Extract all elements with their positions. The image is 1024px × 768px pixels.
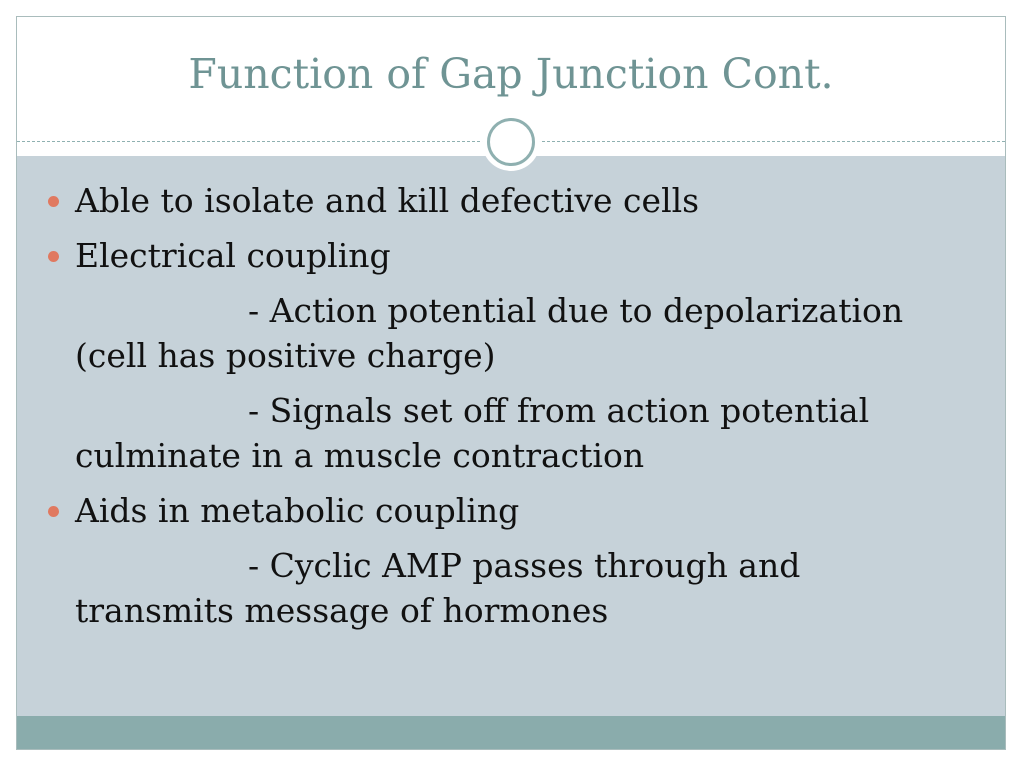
bullet-dot-icon bbox=[48, 196, 59, 207]
sub-paragraph bbox=[44, 288, 964, 378]
sub-paragraph bbox=[44, 388, 964, 478]
bullet-item bbox=[44, 233, 964, 278]
slide-title: Function of Gap Junction Cont. bbox=[188, 50, 834, 98]
sub-paragraph-line: - Signals set off from action potential bbox=[248, 391, 870, 430]
bullet-dot-icon bbox=[48, 251, 59, 262]
sub-paragraph-line: transmits message of hormones bbox=[75, 591, 609, 630]
bullet-dot-icon bbox=[48, 506, 59, 517]
bullet-item bbox=[44, 488, 964, 533]
slide-body bbox=[44, 178, 964, 643]
bullet-text: Electrical coupling bbox=[75, 236, 391, 275]
sub-paragraph bbox=[44, 543, 964, 633]
bullet-text: Aids in metabolic coupling bbox=[75, 491, 520, 530]
bullet-text: Able to isolate and kill defective cells bbox=[75, 181, 700, 220]
circle-ornament-icon bbox=[482, 113, 540, 171]
sub-paragraph-line: - Cyclic AMP passes through and bbox=[248, 546, 801, 585]
sub-paragraph-line: culminate in a muscle contraction bbox=[75, 436, 645, 475]
bullet-item bbox=[44, 178, 964, 223]
sub-paragraph-line: (cell has positive charge) bbox=[75, 336, 496, 375]
sub-paragraph-line: - Action potential due to depolarization bbox=[248, 291, 904, 330]
footer-bar bbox=[17, 716, 1005, 749]
